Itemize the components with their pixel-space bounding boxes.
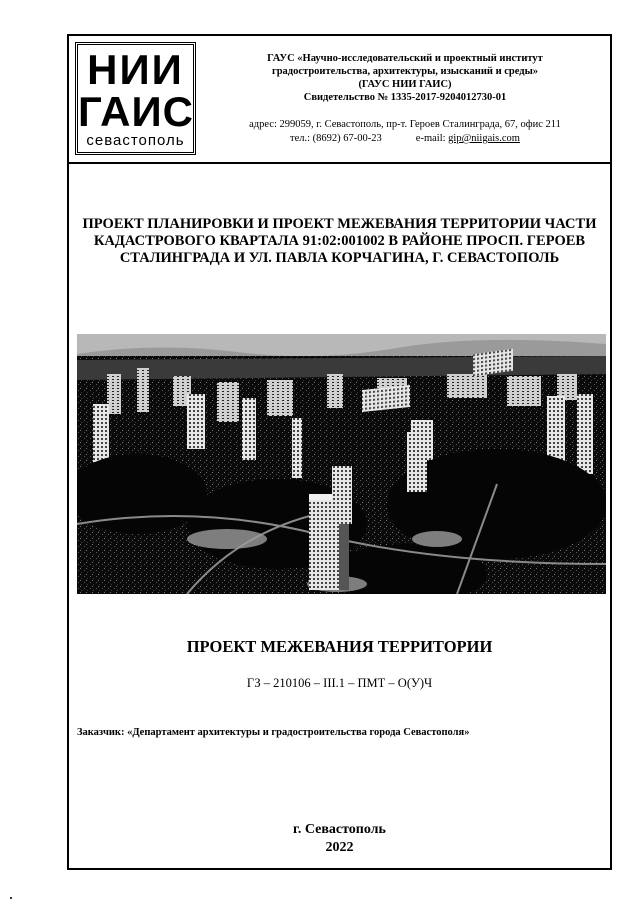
org-line-2: градостроительства, архитектуры, изысканий и среды» <box>271 66 539 77</box>
logo-text-gais: ГАИС <box>78 88 195 135</box>
title-line-2: КАДАСТРОВОГО КВАРТАЛА 91:02:001002 В РАЙОНЕ ПРОСП. ГЕРОЕВ <box>93 233 586 249</box>
email-label: e-mail: <box>415 133 446 144</box>
aerial-photo-drawing <box>77 334 606 594</box>
section-title: ПРОЕКТ МЕЖЕВАНИЯ ТЕРРИТОРИИ <box>186 637 493 656</box>
address-line: адрес: 299059, г. Севастополь, пр-т. Героев Сталинграда, 67, офис 211 <box>249 119 561 130</box>
scan-speck <box>10 897 12 899</box>
title-line-3: СТАЛИНГРАДА И УЛ. ПАВЛА КОРЧАГИНА, Г. СЕВАСТОПОЛЬ <box>119 250 560 266</box>
header-section <box>69 36 610 164</box>
org-line-1: ГАУС «Научно-исследовательский и проектный институт <box>267 53 543 64</box>
contact-info <box>209 118 601 146</box>
email-group <box>416 132 520 146</box>
aerial-city-photo <box>77 334 606 594</box>
customer-line: Заказчик: «Департамент архитектуры и градостроительства города Севастополя» <box>77 727 470 738</box>
year: 2022 <box>325 840 354 855</box>
email-link[interactable]: gip@niigais.com <box>448 133 520 144</box>
city-name: г. Севастополь <box>293 822 386 837</box>
title-page-frame <box>67 34 612 870</box>
certificate-number: Свидетельство № 1335-2017-9204012730-01 <box>303 92 507 103</box>
logo-text-city: севастополь <box>86 132 185 149</box>
institute-logo <box>75 42 196 155</box>
organization-info <box>209 52 601 104</box>
phone-number: тел.: (8692) 67-00-23 <box>290 133 382 144</box>
phone-email-row <box>209 132 601 146</box>
logo-text-nii: НИИ <box>87 46 184 93</box>
org-line-3: (ГАУС НИИ ГАИС) <box>358 79 452 90</box>
document-title <box>69 216 610 267</box>
document-code: ГЗ – 210106 – III.1 – ПМТ – О(У)Ч <box>246 676 433 690</box>
title-line-1: ПРОЕКТ ПЛАНИРОВКИ И ПРОЕКТ МЕЖЕВАНИЯ ТЕРРИТОРИИ ЧАСТИ <box>82 216 597 232</box>
